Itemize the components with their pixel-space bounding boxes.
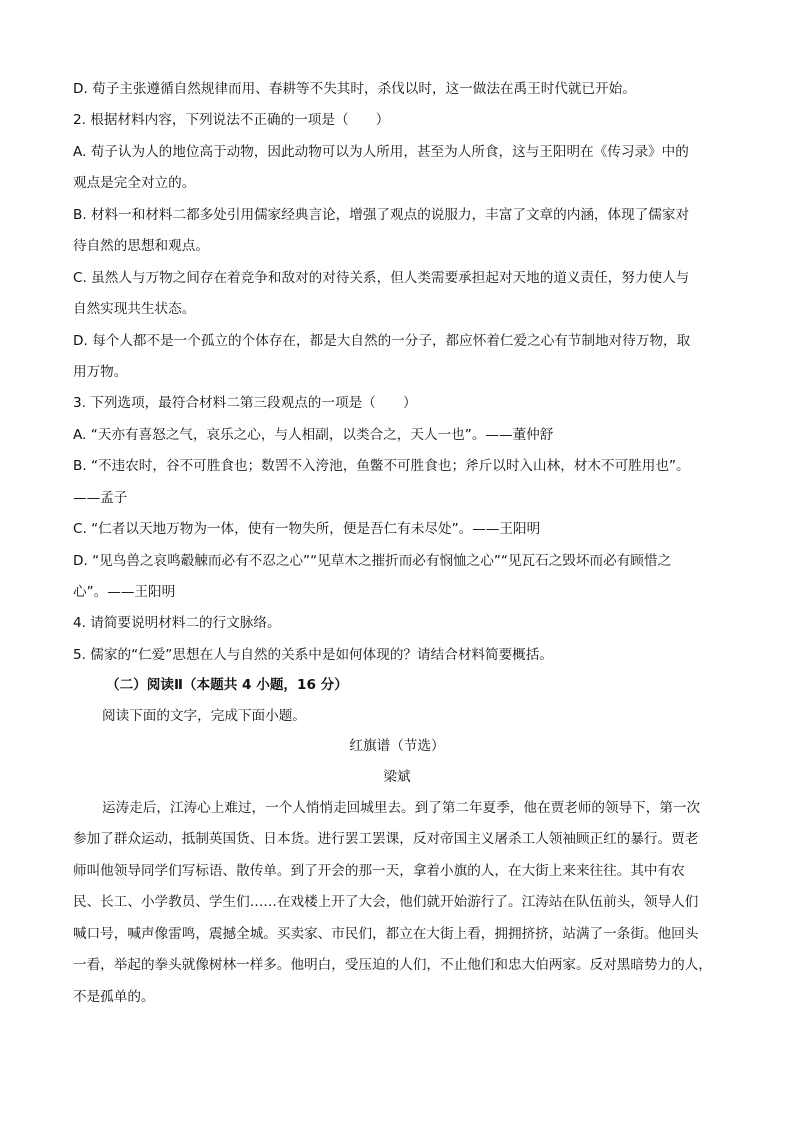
passage-paragraph-line: 运涛走后，江涛心上难过，一个人悄悄走回城里去。到了第二年夏季，他在贾老师的领导下，第一次 [102, 800, 701, 816]
option-c-line: C. 虽然人与万物之间存在着竞争和敌对的对待关系，但人类需要承担起对天地的道义责任，努力使人与 [73, 270, 690, 286]
option-d-continuation: 用万物。 [73, 364, 128, 380]
section-heading: （二）阅读Ⅱ（本题共 4 小题，16 分） [106, 677, 348, 693]
option-d-line: D. “见鸟兽之哀鸣觳觫而必有不忍之心”“见草木之摧折而必有悯恤之心”“见瓦石之毁坏而必有顾惜之 [73, 553, 672, 569]
question-3: 3. 下列选项，最符合材料二第三段观点的一项是（ ） [73, 395, 417, 411]
option-b-continuation: 待自然的思想和观点。 [73, 238, 209, 254]
option-d-continuation: 心”。——王阳明 [73, 584, 176, 600]
passage-author: 梁斌 [383, 769, 411, 785]
option-a-line: A. “天亦有喜怒之气，哀乐之心，与人相副，以类合之，天人一也”。——董仲舒 [73, 427, 554, 443]
option-b-line: B. “不违农时，谷不可胜食也；数罟不入洿池，鱼鳖不可胜食也；斧斤以时入山林，材木不可胜用也”。 [73, 458, 690, 474]
question-5: 5. 儒家的“仁爱”思想在人与自然的关系中是如何体现的？请结合材料简要概括。 [73, 647, 553, 663]
option-c-continuation: 自然实现共生状态。 [73, 301, 196, 317]
passage-paragraph-line: 民、长工、小学教员、学生们……在戏楼上开了大会，他们就开始游行了。江涛站在队伍前头，领导人们 [73, 894, 699, 910]
question-2: 2. 根据材料内容，下列说法不正确的一项是（ ） [73, 112, 390, 128]
option-a-line: A. 荀子认为人的地位高于动物，因此动物可以为人所用，甚至为人所食，这与王阳明在《传习录》中的 [73, 144, 689, 160]
option-d-line: D. 荀子主张遵循自然规律而用、春耕等不失其时，杀伐以时，这一做法在禹王时代就已开始。 [73, 81, 636, 97]
question-4: 4. 请简要说明材料二的行文脉络。 [73, 615, 281, 631]
option-d-line: D. 每个人都不是一个孤立的个体存在，都是大自然的一分子，都应怀着仁爱之心有节制地对待万物，取 [73, 333, 691, 349]
option-a-continuation: 观点是完全对立的。 [73, 175, 196, 191]
passage-paragraph-line: 师叫他领导同学们写标语、散传单。到了开会的那一天，拿着小旗的人，在大街上来来往往。其中有农 [73, 863, 685, 879]
instruction-text: 阅读下面的文字，完成下面小题。 [102, 708, 306, 724]
option-c-line: C. “仁者以天地万物为一体，使有一物失所，便是吾仁有未尽处”。——王阳明 [73, 521, 541, 537]
option-b-line: B. 材料一和材料二都多处引用儒家经典言论，增强了观点的说服力，丰富了文章的内涵，体现了儒家对 [73, 207, 690, 223]
passage-paragraph-line: 参加了群众运动，抵制英国货、日本货。进行罢工罢课，反对帝国主义屠杀工人领袖顾正红的暴行。贾老 [73, 831, 699, 847]
passage-paragraph-line: 不是孤单的。 [73, 989, 155, 1005]
passage-paragraph-line: 一看，举起的拳头就像树林一样多。他明白，受压迫的人们，不止他们和忠大伯两家。反对黑暗势力的人， [73, 957, 712, 973]
passage-paragraph-line: 喊口号，喊声像雷鸣，震撼全城。买卖家、市民们，都立在大街上看，拥拥挤挤，站满了一条街。他回头 [73, 926, 699, 942]
passage-title: 红旗谱（节选） [349, 738, 445, 754]
option-b-continuation: ——孟子 [73, 490, 128, 506]
